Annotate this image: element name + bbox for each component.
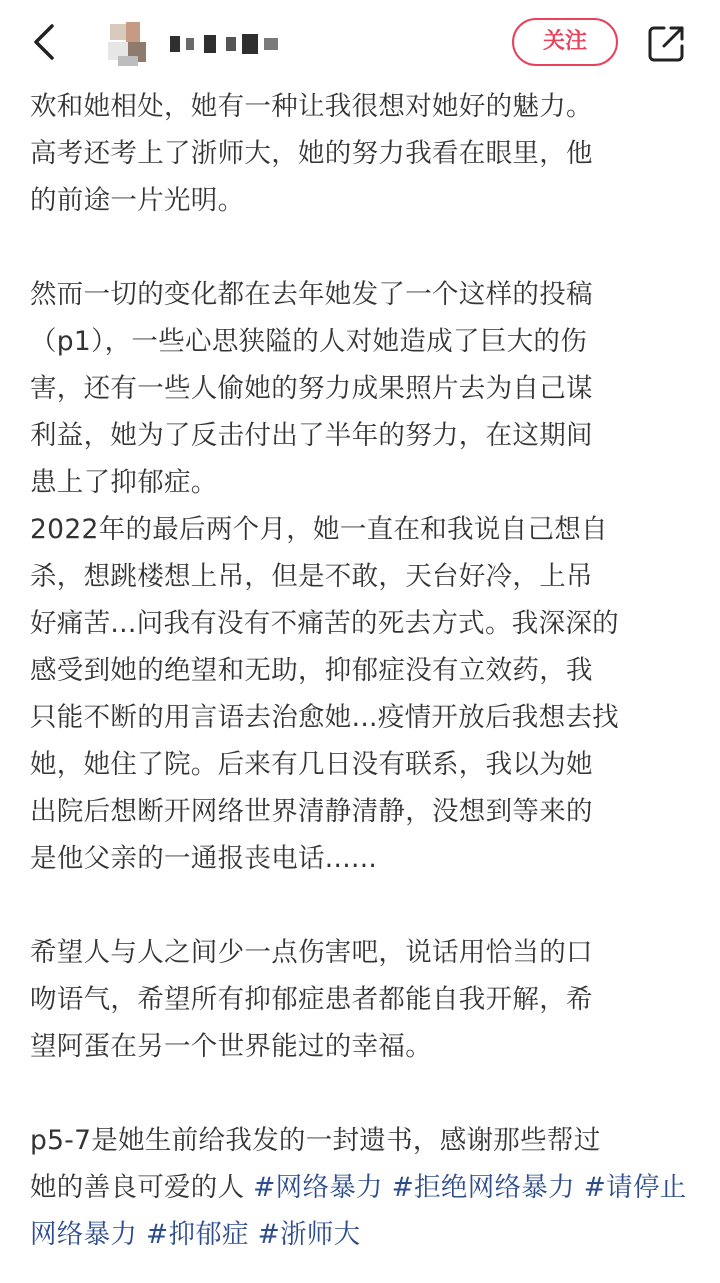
chevron-left-icon (22, 18, 70, 66)
hashtag-link[interactable]: #浙师大 (257, 1219, 361, 1250)
avatar-pixel (110, 24, 126, 40)
top-navigation-bar (0, 0, 720, 86)
hashtag-link[interactable]: #请停止网络暴力 (30, 1172, 687, 1250)
avatar[interactable] (104, 20, 152, 68)
hashtag-link[interactable]: #拒绝网络暴力 (391, 1172, 575, 1203)
post-paragraph-text: p5-7是她生前给我发的一封遗书，感谢那些帮过 她的善良可爱的人 (30, 1125, 601, 1203)
hashtag-link[interactable]: #网络暴力 (253, 1172, 383, 1203)
paragraph-gap (30, 1070, 702, 1117)
username-pixel (226, 37, 236, 51)
username-pixel (264, 38, 278, 50)
username-pixelated[interactable] (170, 34, 282, 54)
username-pixel (170, 36, 180, 52)
share-button[interactable] (644, 20, 690, 66)
username-pixel (204, 35, 216, 53)
back-button[interactable] (22, 18, 70, 66)
paragraph-gap (30, 882, 702, 929)
post-paragraph: 欢和她相处，她有一种让我很想对她好的魅力。 高考还考上了浙师大，她的努力我看在眼里，他 的前途一片光明。 (30, 91, 593, 216)
post-paragraph: 希望人与人之间少一点伤害吧，说话用恰当的口 吻语气，希望所有抑郁症患者都能自我开解，希 望阿蛋在另一个世界能过的幸福。 (30, 937, 593, 1062)
post-paragraph: 2022年的最后两个月，她一直在和我说自己想自 杀，想跳楼想上吊，但是不敢，天台好冷，上吊 好痛苦...问我有没有不痛苦的死去方式。我深深的 感受到她的绝望和无助，抑郁症没有立效药，我 只能不断的用言语去治愈她...疫情开放后我想去找 她，她住了院。后来有几日没有联系，我以为她 出院后想断开网络世界清静清静，没想到等来的 是他父亲的一通报丧电话...... (30, 514, 619, 874)
share-icon (644, 20, 690, 66)
paragraph-gap (30, 224, 702, 271)
post-body (30, 83, 702, 1258)
hashtag-link[interactable]: #抑郁症 (145, 1219, 249, 1250)
post-paragraph: 然而一切的变化都在去年她发了一个这样的投稿 （p1），一些心思狭隘的人对她造成了巨大的伤 害，还有一些人偷她的努力成果照片去为自己谋 利益，她为了反击付出了半年的努力，在这期间 患上了抑郁症。 (30, 279, 593, 498)
avatar-pixel (118, 56, 138, 66)
username-pixel (242, 34, 258, 54)
avatar-pixel (126, 22, 140, 42)
follow-button[interactable]: 关注 (512, 18, 618, 66)
post-last-paragraph (30, 1117, 702, 1258)
username-pixel (186, 38, 194, 50)
